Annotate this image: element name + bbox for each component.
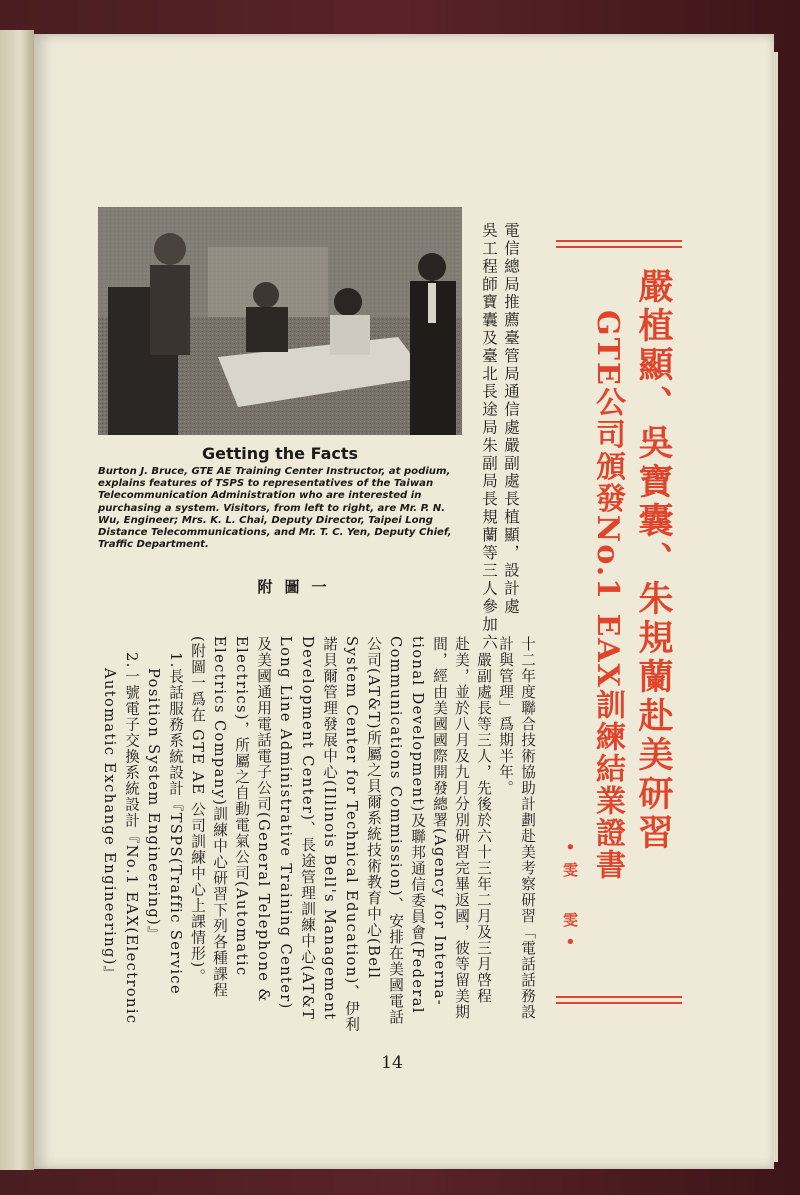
body-line: 1.長話服務系統設計『TSPS(Traffic Service <box>167 636 184 995</box>
figure-caption-chinese <box>478 222 522 652</box>
classroom-photo-illustration <box>98 207 462 435</box>
body-line: Position System Engineering)』 <box>145 636 162 943</box>
article-title: 嚴植顯、吳寶囊、朱規蘭赴美研習 <box>633 268 674 853</box>
body-line: 及美國通用電話電子公司(General Telephone & <box>255 636 272 1003</box>
title-rule-bottom-thin <box>556 1002 682 1004</box>
caption-line: 電信總局推薦臺管局通信處嚴副處長植顯，設計處 <box>502 222 520 616</box>
page-number: 14 <box>381 1053 403 1073</box>
caption-line: 吳工程師寶囊及臺北長途局朱副局長規蘭等三人參加六 <box>480 222 498 652</box>
body-line: 2.一號電子交換系統設計『No.1 EAX(Electronic <box>123 636 140 1025</box>
body-line: Electrics)，所屬之自動電氣公司(Automatic <box>233 636 250 977</box>
figure-label: 附圖一 <box>257 578 339 596</box>
title-rule-bottom <box>556 996 682 998</box>
body-text <box>98 636 538 1033</box>
title-rule-top <box>556 240 682 242</box>
body-line: 間，經由美國國際開發總署(Agency for Interna- <box>431 636 448 1007</box>
figure-caption-english: Burton J. Bruce, GTE AE Training Center Instructor, at podium, explains features of TSPS to representatives of the Taiwan Telecommunication Administration who are interested in purchasing a system. Visitors, from left to right, are Mr. P. N. Wu, Engineer; Mrs. K. L. Chai, Deputy Director, Taipei Long Distance Telecommunications, and Mr. T. C. Yen, Deputy Chief, Traffic Department. <box>98 466 452 551</box>
body-line: Development Center)、長途管理訓練中心(AT&T <box>299 636 316 1021</box>
body-line: System Center for Technical Education)、伊利 <box>343 636 360 1033</box>
body-line: 諾貝爾管理發展中心(Illinois Bell's Management <box>321 636 338 1021</box>
body-line: Automatic Exchange Engineering)』 <box>101 636 118 982</box>
body-line: (附圖一爲在 GTE AE 公司訓練中心上課情形)。 <box>189 636 206 985</box>
body-line: tional Development)及聯邦通信委員會(Federal <box>409 636 426 1014</box>
body-line: 嚴副處長等三人，先後於六十三年二月及三月啓程 <box>475 636 492 1004</box>
article-subtitle: GTE公司頒發No.1 EAX訓練結業證書 <box>590 310 625 881</box>
body-line: 十二年度聯合技術協助計劃赴美考察研習「電話話務設 <box>519 636 536 1020</box>
body-line: 公司(AT&T)所屬之貝爾系統技術教育中心(Bell <box>365 636 382 980</box>
body-line: Electrics Company)訓練中心研習下列各種課程 <box>211 636 228 999</box>
title-rule-top-thin <box>556 246 682 248</box>
body-line: 計與管理」爲期半年。 <box>497 636 514 796</box>
author-byline: •雯 雯• <box>561 842 579 957</box>
body-line: Communications Commission)、安排在美國電話 <box>387 636 404 1026</box>
body-line: Long Line Administrative Training Center) <box>277 636 294 1010</box>
body-line: 赴美，並於八月及九月分別研習完畢返國，彼等留美期 <box>453 636 470 1020</box>
left-page-edge <box>0 30 34 1170</box>
figure-caption-title: Getting the Facts <box>201 444 359 463</box>
classroom-photo <box>98 207 462 435</box>
